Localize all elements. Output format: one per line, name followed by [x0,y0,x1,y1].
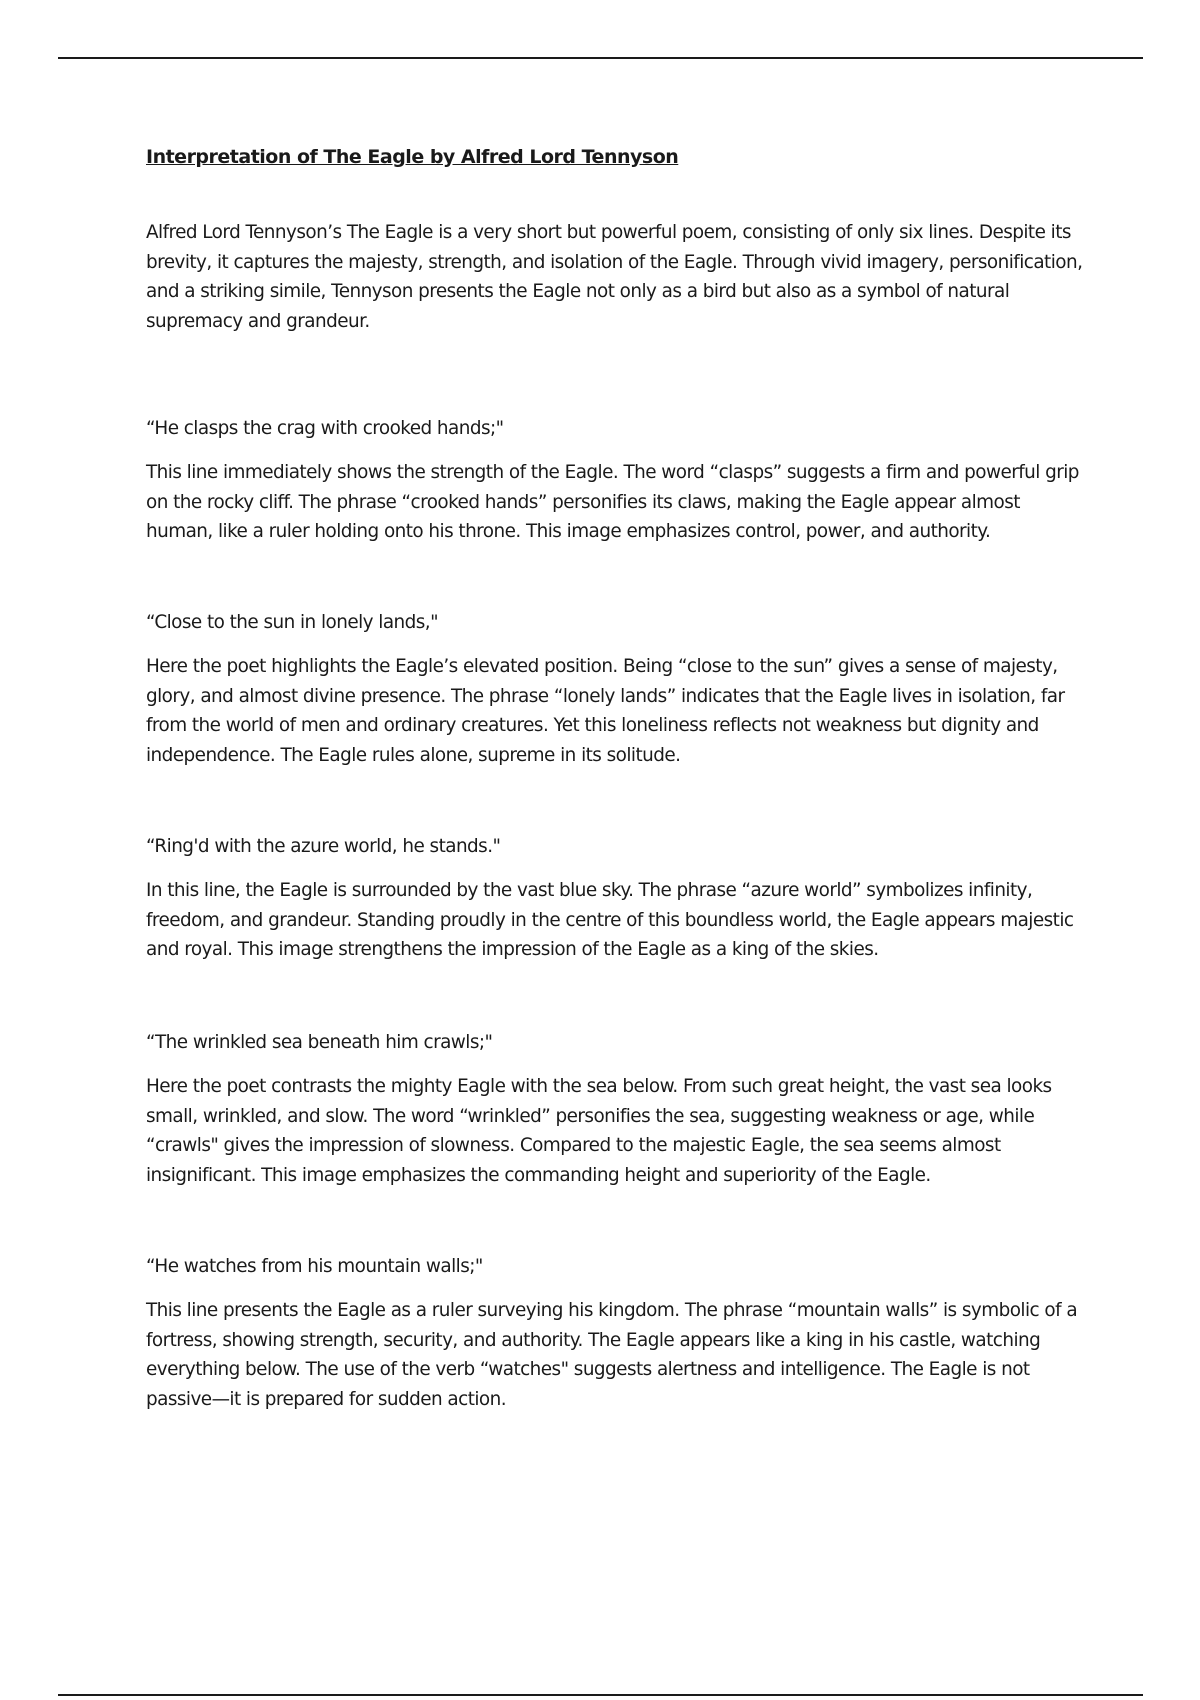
analysis-paragraph-5: This line presents the Eagle as a ruler surveying his kingdom. The phrase “mountain walls” is symbolic of a fortress, showing strength, security, and authority. The Eagle appears like a king in his castle, watching everything below. The use of the verb “watches" suggests alertness and intelligence. The Eagle is not passive—it is prepared for sudden action. [146,1300,1078,1410]
poem-line-quote-4: “The wrinkled sea beneath him crawls;" [146,1032,493,1053]
intro-paragraph: Alfred Lord Tennyson’s The Eagle is a very short but powerful poem, consisting of only six lines. Despite its brevity, it captures the majesty, strength, and isolation of the Eagle. Through vivid imagery, personification, and a striking simile, Tennyson presents the Eagle not only as a bird but also as a symbol of natural supremacy and grandeur. [146,222,1083,332]
analysis-paragraph-4: Here the poet contrasts the mighty Eagle with the sea below. From such great height, the vast sea looks small, wrinkled, and slow. The word “wrinkled” personifies the sea, suggesting weakness or age, while “crawls" gives the impression of slowness. Compared to the majestic Eagle, the sea seems almost insignificant. This image emphasizes the commanding height and superiority of the Eagle. [146,1076,1052,1186]
poem-line-quote-5: “He watches from his mountain walls;" [146,1256,483,1277]
poem-line-quote-3: “Ring'd with the azure world, he stands." [146,836,501,857]
poem-line-quote-1: “He clasps the crag with crooked hands;" [146,418,504,439]
analysis-paragraph-1: This line immediately shows the strength of the Eagle. The word “clasps” suggests a firm and powerful grip on the rocky cliff. The phrase “crooked hands” personifies its claws, making the Eagle appear almost human, like a ruler holding onto his throne. This image emphasizes control, power, and authority. [146,462,1079,542]
analysis-paragraph-3: In this line, the Eagle is surrounded by the vast blue sky. The phrase “azure world” symbolizes infinity, freedom, and grandeur. Standing proudly in the centre of this boundless world, the Eagle appears majestic and royal. This image strengthens the impression of the Eagle as a king of the skies. [146,880,1074,960]
poem-line-quote-2: “Close to the sun in lonely lands," [146,612,439,633]
bottom-rule [58,1694,1143,1696]
document-title: Interpretation of The Eagle by Alfred Lord Tennyson [146,146,679,168]
analysis-paragraph-2: Here the poet highlights the Eagle’s elevated position. Being “close to the sun” gives a sense of majesty, glory, and almost divine presence. The phrase “lonely lands” indicates that the Eagle lives in isolation, far from the world of men and ordinary creatures. Yet this loneliness reflects not weakness but dignity and independence. The Eagle rules alone, supreme in its solitude. [146,656,1065,766]
top-rule [58,57,1143,59]
